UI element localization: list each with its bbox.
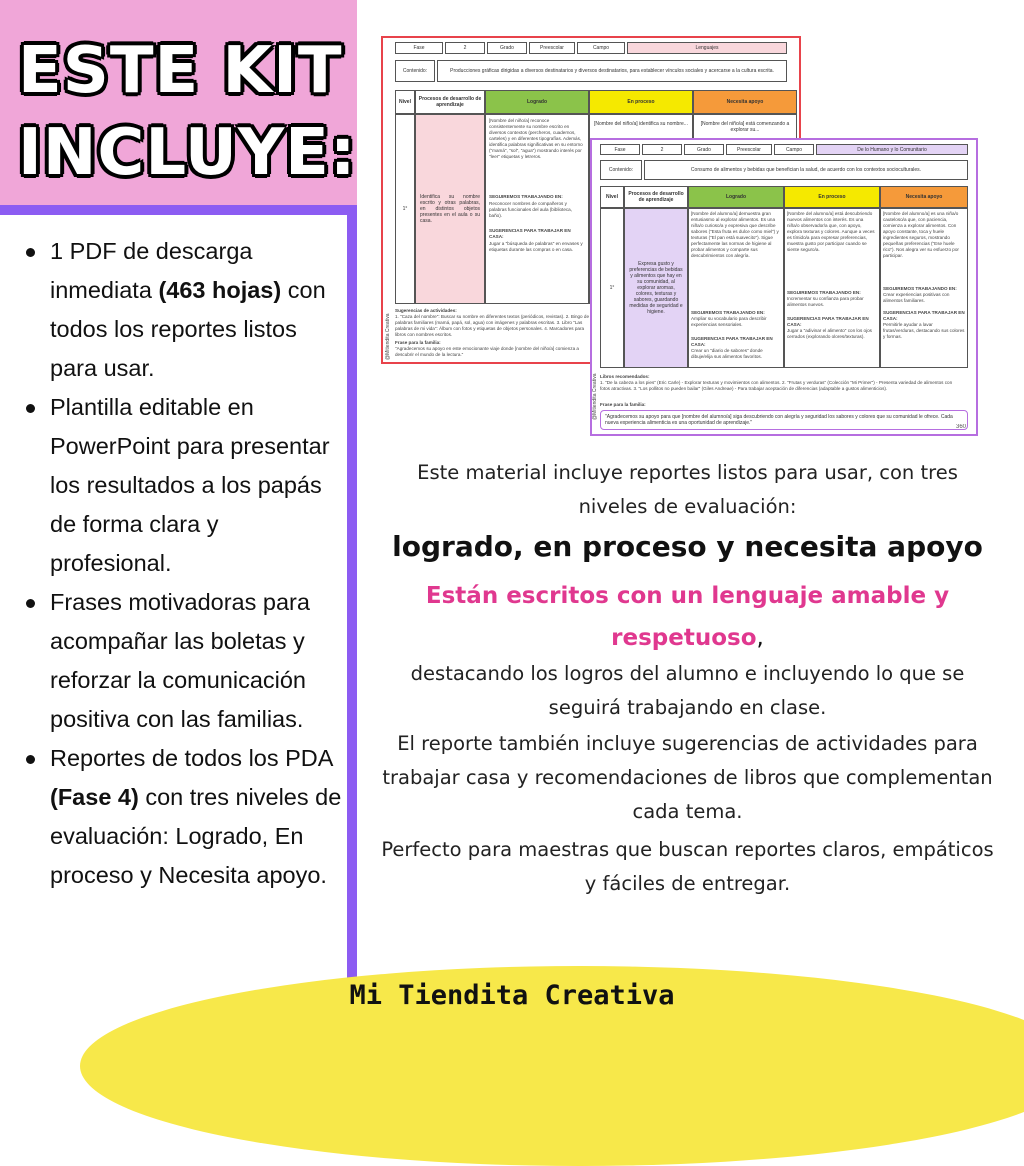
en-proceso-header: En proceso xyxy=(589,90,693,114)
description-sugerencias: El reporte también incluye sugerencias de actividades para trabajar casa y recomendaciones de libros que complementan cada tema. xyxy=(382,732,993,823)
grado-value: Preescolar xyxy=(726,144,772,155)
logrado-text: [Nombre del niño/a] reconoce consistentemente su nombre escrito en diversos contextos (percheros, cuadernos, carteles) y en diferentes tipografías. Además, identifica palabras significativas en su entorno ("mamá", "sol", "agua") mostrando interés por "leer" etiquetas y letreros. xyxy=(489,118,583,159)
frase-label: Frase para la familia: xyxy=(600,402,646,407)
description-perfecto: Perfecto para maestras que buscan reportes claros, empáticos y fáciles de entregar. xyxy=(381,838,994,895)
contenido-label: Contenido: xyxy=(395,60,435,82)
libros-text: 1. "De la cabeza a los pies" (Eric Carle) - Explorar texturas y movimientos con alimentos. 2. "Frutas y verduras" (Colección "Mi Primer") - Presenta variedad de alimentos con fotos atractivas. 3. "Los pollitos no pueden bailar" (Giles Andreae) - Para trabajar aceptación de diferencias (adaptable a gustos alimenticios). xyxy=(600,380,953,391)
logrado-header: Logrado xyxy=(485,90,589,114)
actividades-text: 1. "Caza del nombre": Buscar su nombre en diferentes textos (periódicos, revistas). 2. Bingo de palabras familiares (mamá, papá, sol, agua) con imágenes y palabras escritas. 3. Libro "Las palabras de mi vida": Álbum con fotos y etiquetas de objetos personales. 4. Marcadores para libros con nombres escritos. xyxy=(395,314,589,337)
logrado-header: Logrado xyxy=(688,186,784,208)
logrado-seguimos-label: SEGUIREMOS TRABAJANDO EN: xyxy=(691,310,765,315)
contenido-value: Producciones gráficas dirigidas a diversos destinatarios y diversos destinatarios, para establecer vínculos sociales y acercarse a la cultura escrita. xyxy=(437,60,787,82)
fase-value: 2 xyxy=(445,42,485,54)
feature-item-pdf: 1 PDF de descarga inmediata (463 hojas) con todos los reportes listos para usar. xyxy=(22,232,344,388)
frase-text: "Agradecemos su apoyo en este emocionante viaje donde [nombre del niño/a] comienza a descubrir el mundo de la lectura." xyxy=(395,346,579,357)
kit-title-line1: ESTE KIT xyxy=(18,34,343,108)
nivel-header: Nivel xyxy=(600,186,624,208)
description-logros: destacando los logros del alumno e incluyendo lo que se seguirá trabajando en clase. xyxy=(410,662,965,719)
feature-item-frases: Frases motivadoras para acompañar las boletas y reforzar la comunicación positiva con las familias. xyxy=(22,583,344,739)
sugerencias-text: Jugar a "búsqueda de palabras" en envases y etiquetas durante las compras o en casa. xyxy=(489,241,583,252)
brand-name: Mi Tiendita Creativa xyxy=(349,980,675,1011)
fase-label: Fase xyxy=(600,144,640,155)
row-num: 1° xyxy=(395,114,415,304)
kit-title-line2: INCLUYE: xyxy=(18,116,357,190)
proceso-header: Procesos de desarrollo de aprendizaje xyxy=(415,90,485,114)
seguimos-text: Reconocer nombres de compañeros y palabras funcionales del aula (biblioteca, baño). xyxy=(489,201,572,218)
necesita-header: Necesita apoyo xyxy=(880,186,968,208)
fase-label: Fase xyxy=(395,42,443,54)
campo-label: Campo xyxy=(577,42,625,54)
necesita-sugerencias-text: Permitirle ayudar a lavar frutas/verduras, destacando sus colores y formas. xyxy=(883,322,965,339)
proceso-header: Procesos de desarrollo de aprendizaje xyxy=(624,186,688,208)
logrado-text: [Nombre del alumno/a] demuestra gran entusiasmo al explorar alimentos. Es una niña/o curioso/a y expresiva que describe sabores ("Esta fruta es dulce como miel") y texturas ("El pan está suavecito"). Sigue perfectamente las normas de higiene al probar alimentos y comparte sus descubrimientos con alegría. xyxy=(691,211,779,258)
grado-value: Preescolar xyxy=(529,42,575,54)
kit-title xyxy=(18,30,357,194)
campo-value: Lenguajes xyxy=(627,42,787,54)
sugerencias-label: SUGERENCIAS PARA TRABAJAR EN CASA: xyxy=(489,228,571,239)
doc1-watermark: @Mitiendita Creativa xyxy=(385,313,391,360)
report-preview-humano-comunitario xyxy=(590,138,978,436)
feature-item-powerpoint: Plantilla editable en PowerPoint para presentar los resultados a los papás de forma clara y profesional. xyxy=(22,388,344,583)
necesita-cell: [Nombre del niño/a] está comenzando a explorar su... xyxy=(693,114,797,304)
feature-item-reportes: Reportes de todos los PDA (Fase 4) con tres niveles de evaluación: Logrado, En proceso y Necesita apoyo. xyxy=(22,739,344,895)
necesita-seguimos-label: SEGUIREMOS TRABAJANDO EN: xyxy=(883,286,957,291)
pda-cell: Identifica su nombre escrito y otras palabras, en distintos objetos presentes en el aula o su casa. xyxy=(415,114,485,304)
libros-label: Libros recomendados: xyxy=(600,374,650,379)
evaluation-levels: logrado, en proceso y necesita apoyo xyxy=(392,530,983,563)
doc2-watermark: @Mitiendita Creativa xyxy=(592,373,598,420)
frase-text: "Agradecemos su apoyo para que [nombre del alumno/a] siga descubriendo con alegría y seguridad los sabores y colores que su comunidad le ofrece. Cada nueva experiencia alimenticia es una oportunidad de aprendizaje." xyxy=(600,410,968,430)
logrado-sugerencias-label: SUGERENCIAS PARA TRABAJAR EN CASA: xyxy=(691,336,773,347)
seguimos-label: SEGUIREMOS TRABAJANDO EN: xyxy=(489,194,563,199)
en-proceso-text: [Nombre del alumno/a] está descubriendo nuevos alimentos con interés. Es una niña/o observador/a que, con apoyo, explora texturas y colores. Aunque a veces es tímido/a para expresar preferencias, muestra gusto por participar cuando se siente seguro/a. xyxy=(787,211,875,252)
necesita-header: Necesita apoyo xyxy=(693,90,797,114)
en-proceso-cell: [Nombre del niño/a] identifica su nombre... xyxy=(589,114,693,304)
logrado-seguimos-text: Ampliar su vocabulario para describir experiencias sensoriales. xyxy=(691,316,767,327)
purple-divider xyxy=(0,205,357,215)
row-num: 1° xyxy=(600,208,624,368)
en-proceso-header: En proceso xyxy=(784,186,880,208)
features-list xyxy=(22,232,344,895)
description-intro: Este material incluye reportes listos para usar, con tres niveles de evaluación: xyxy=(417,461,958,518)
necesita-seguimos-text: Crear experiencias positivas con alimentos familiares. xyxy=(883,292,950,303)
purple-side-border xyxy=(347,205,357,1024)
fase-value: 2 xyxy=(642,144,682,155)
contenido-value: Consumo de alimentos y bebidas que benefician la salud, de acuerdo con los contextos socioculturales. xyxy=(644,160,968,180)
actividades-label: Sugerencias de actividades: xyxy=(395,308,457,313)
logrado-sugerencias-text: Crear un "diario de sabores" donde dibuje/elija sus alimentos favoritos. xyxy=(691,348,763,359)
page-number: 360 xyxy=(956,424,967,430)
proceso-seguimos-label: SEGUIREMOS TRABAJANDO EN: xyxy=(787,290,861,295)
campo-value: De lo Humano y lo Comunitario xyxy=(816,144,968,155)
proceso-seguimos-text: Incrementar su confianza para probar alimentos nuevos. xyxy=(787,296,864,307)
tone-highlight: Están escritos con un lenguaje amable y respetuoso, xyxy=(425,583,950,651)
proceso-sugerencias-label: SUGERENCIAS PARA TRABAJAR EN CASA: xyxy=(787,316,869,327)
grado-label: Grado xyxy=(684,144,724,155)
necesita-sugerencias-label: SUGERENCIAS PARA TRABAJAR EN CASA: xyxy=(883,310,965,321)
campo-label: Campo xyxy=(774,144,814,155)
frase-label: Frase para la familia: xyxy=(395,340,441,345)
necesita-text: [Nombre del alumno/a] es una niña/o cauteloso/a que, con paciencia, comienza a explorar alimentos. Con apoyo constante, toca y huele ingredientes seguros, mostrando pequeñas preferencias ("Ese huele rico"). Nos alegra ver su esfuerzo por participar. xyxy=(883,211,959,258)
nivel-header: Nivel xyxy=(395,90,415,114)
pda-cell: Expresa gusto y preferencias de bebidas y alimentos que hay en su comunidad, al explorar aromas, colores, texturas y sabores, guardando medidas de seguridad e higiene. xyxy=(624,208,688,368)
contenido-label: Contenido: xyxy=(600,160,642,180)
grado-label: Grado xyxy=(487,42,527,54)
proceso-sugerencias-text: Jugar a "adivinar el alimento" con los ojos cerrados (explorando olores/texturas). xyxy=(787,328,872,339)
